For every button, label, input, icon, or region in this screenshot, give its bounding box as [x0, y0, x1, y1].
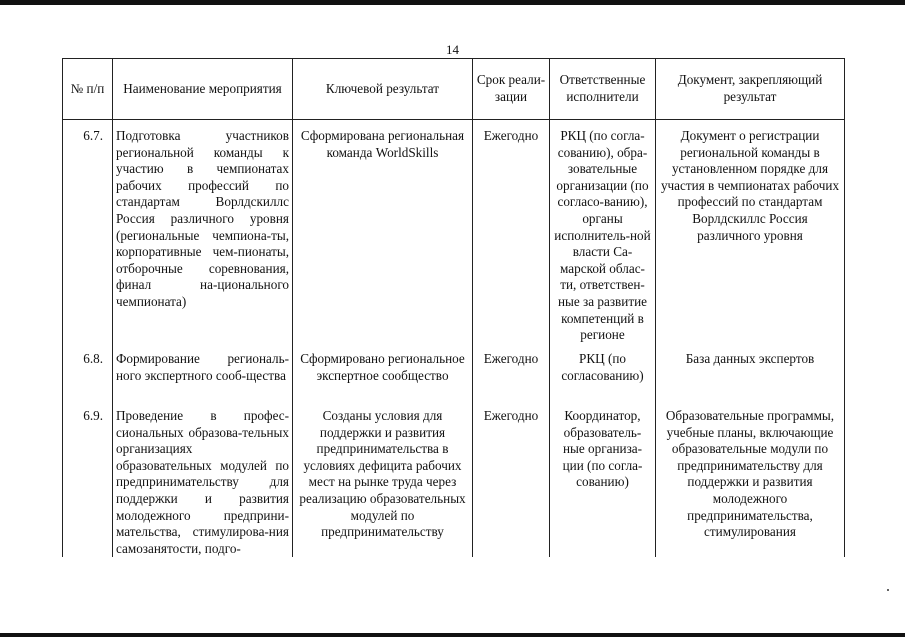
responsible: Координатор, образователь-ные организа-ции (по согла-сованию): [550, 404, 656, 557]
top-border: [0, 0, 905, 5]
key-result: Созданы условия для поддержки и развития предпринимательства в условиях дефицита рабочих мест на рынке труда через реализацию образовательных модулей по предпринимательству: [293, 404, 473, 557]
term: Ежегодно: [473, 404, 550, 557]
document: База данных экспертов: [656, 344, 845, 404]
document: Образовательные программы, учебные планы, включающие образовательные модули по предпринимательству для поддержки и развития молодежного предпринимательства, стимулирования: [656, 404, 845, 557]
row-number: 6.7.: [63, 120, 113, 345]
row-number: 6.9.: [63, 404, 113, 557]
responsible: РКЦ (по согла-сованию), обра-зовательные организации (по согласо-ванию), органы исполнитель-ной власти Са-марской облас-ти, ответствен-ные за развитие компетенций в регионе: [550, 120, 656, 345]
key-result: Сформирована региональная команда WorldSkills: [293, 120, 473, 345]
event-name: Подготовка участников региональной команды к участию в чемпионатах рабочих профессий по стандартам Ворлдскиллс Россия различного уровня (региональные чемпиона-ты, корпоративные чем-пионаты, отборочные соревнования, финал на-ционального чемпионата): [113, 120, 293, 345]
header-responsible: Ответственные исполнители: [550, 59, 656, 120]
header-result: Ключевой результат: [293, 59, 473, 120]
table-row: [63, 344, 845, 404]
table-row: [63, 120, 845, 345]
responsible: РКЦ (по согласованию): [550, 344, 656, 404]
bottom-border: [0, 633, 905, 637]
term: Ежегодно: [473, 120, 550, 345]
page-number: 14: [446, 42, 459, 57]
header-document: Документ, закрепляющий результат: [656, 59, 845, 120]
header-event: Наименование мероприятия: [113, 59, 293, 120]
term: Ежегодно: [473, 344, 550, 404]
event-name: Проведение в профес-сиональных образова-тельных организациях образовательных модулей по предпринимательству для поддержки и развития молодежного предприни-мательства, стимулирова-ния самозанятости, подго-: [113, 404, 293, 557]
event-name: Формирование региональ-ного экспертного сооб-щества: [113, 344, 293, 404]
document: Документ о регистрации региональной команды в установленном порядке для участия в чемпионатах рабочих профессий по стандартам Ворлдскиллс Россия различного уровня: [656, 120, 845, 345]
scan-speck: [887, 589, 889, 591]
row-number: 6.8.: [63, 344, 113, 404]
table-row: [63, 404, 845, 557]
header-term: Срок реали-зации: [473, 59, 550, 120]
header-row: [63, 59, 845, 120]
key-result: Сформировано региональное экспертное сообщество: [293, 344, 473, 404]
measures-table: [62, 58, 845, 557]
header-num: № п/п: [63, 59, 113, 120]
